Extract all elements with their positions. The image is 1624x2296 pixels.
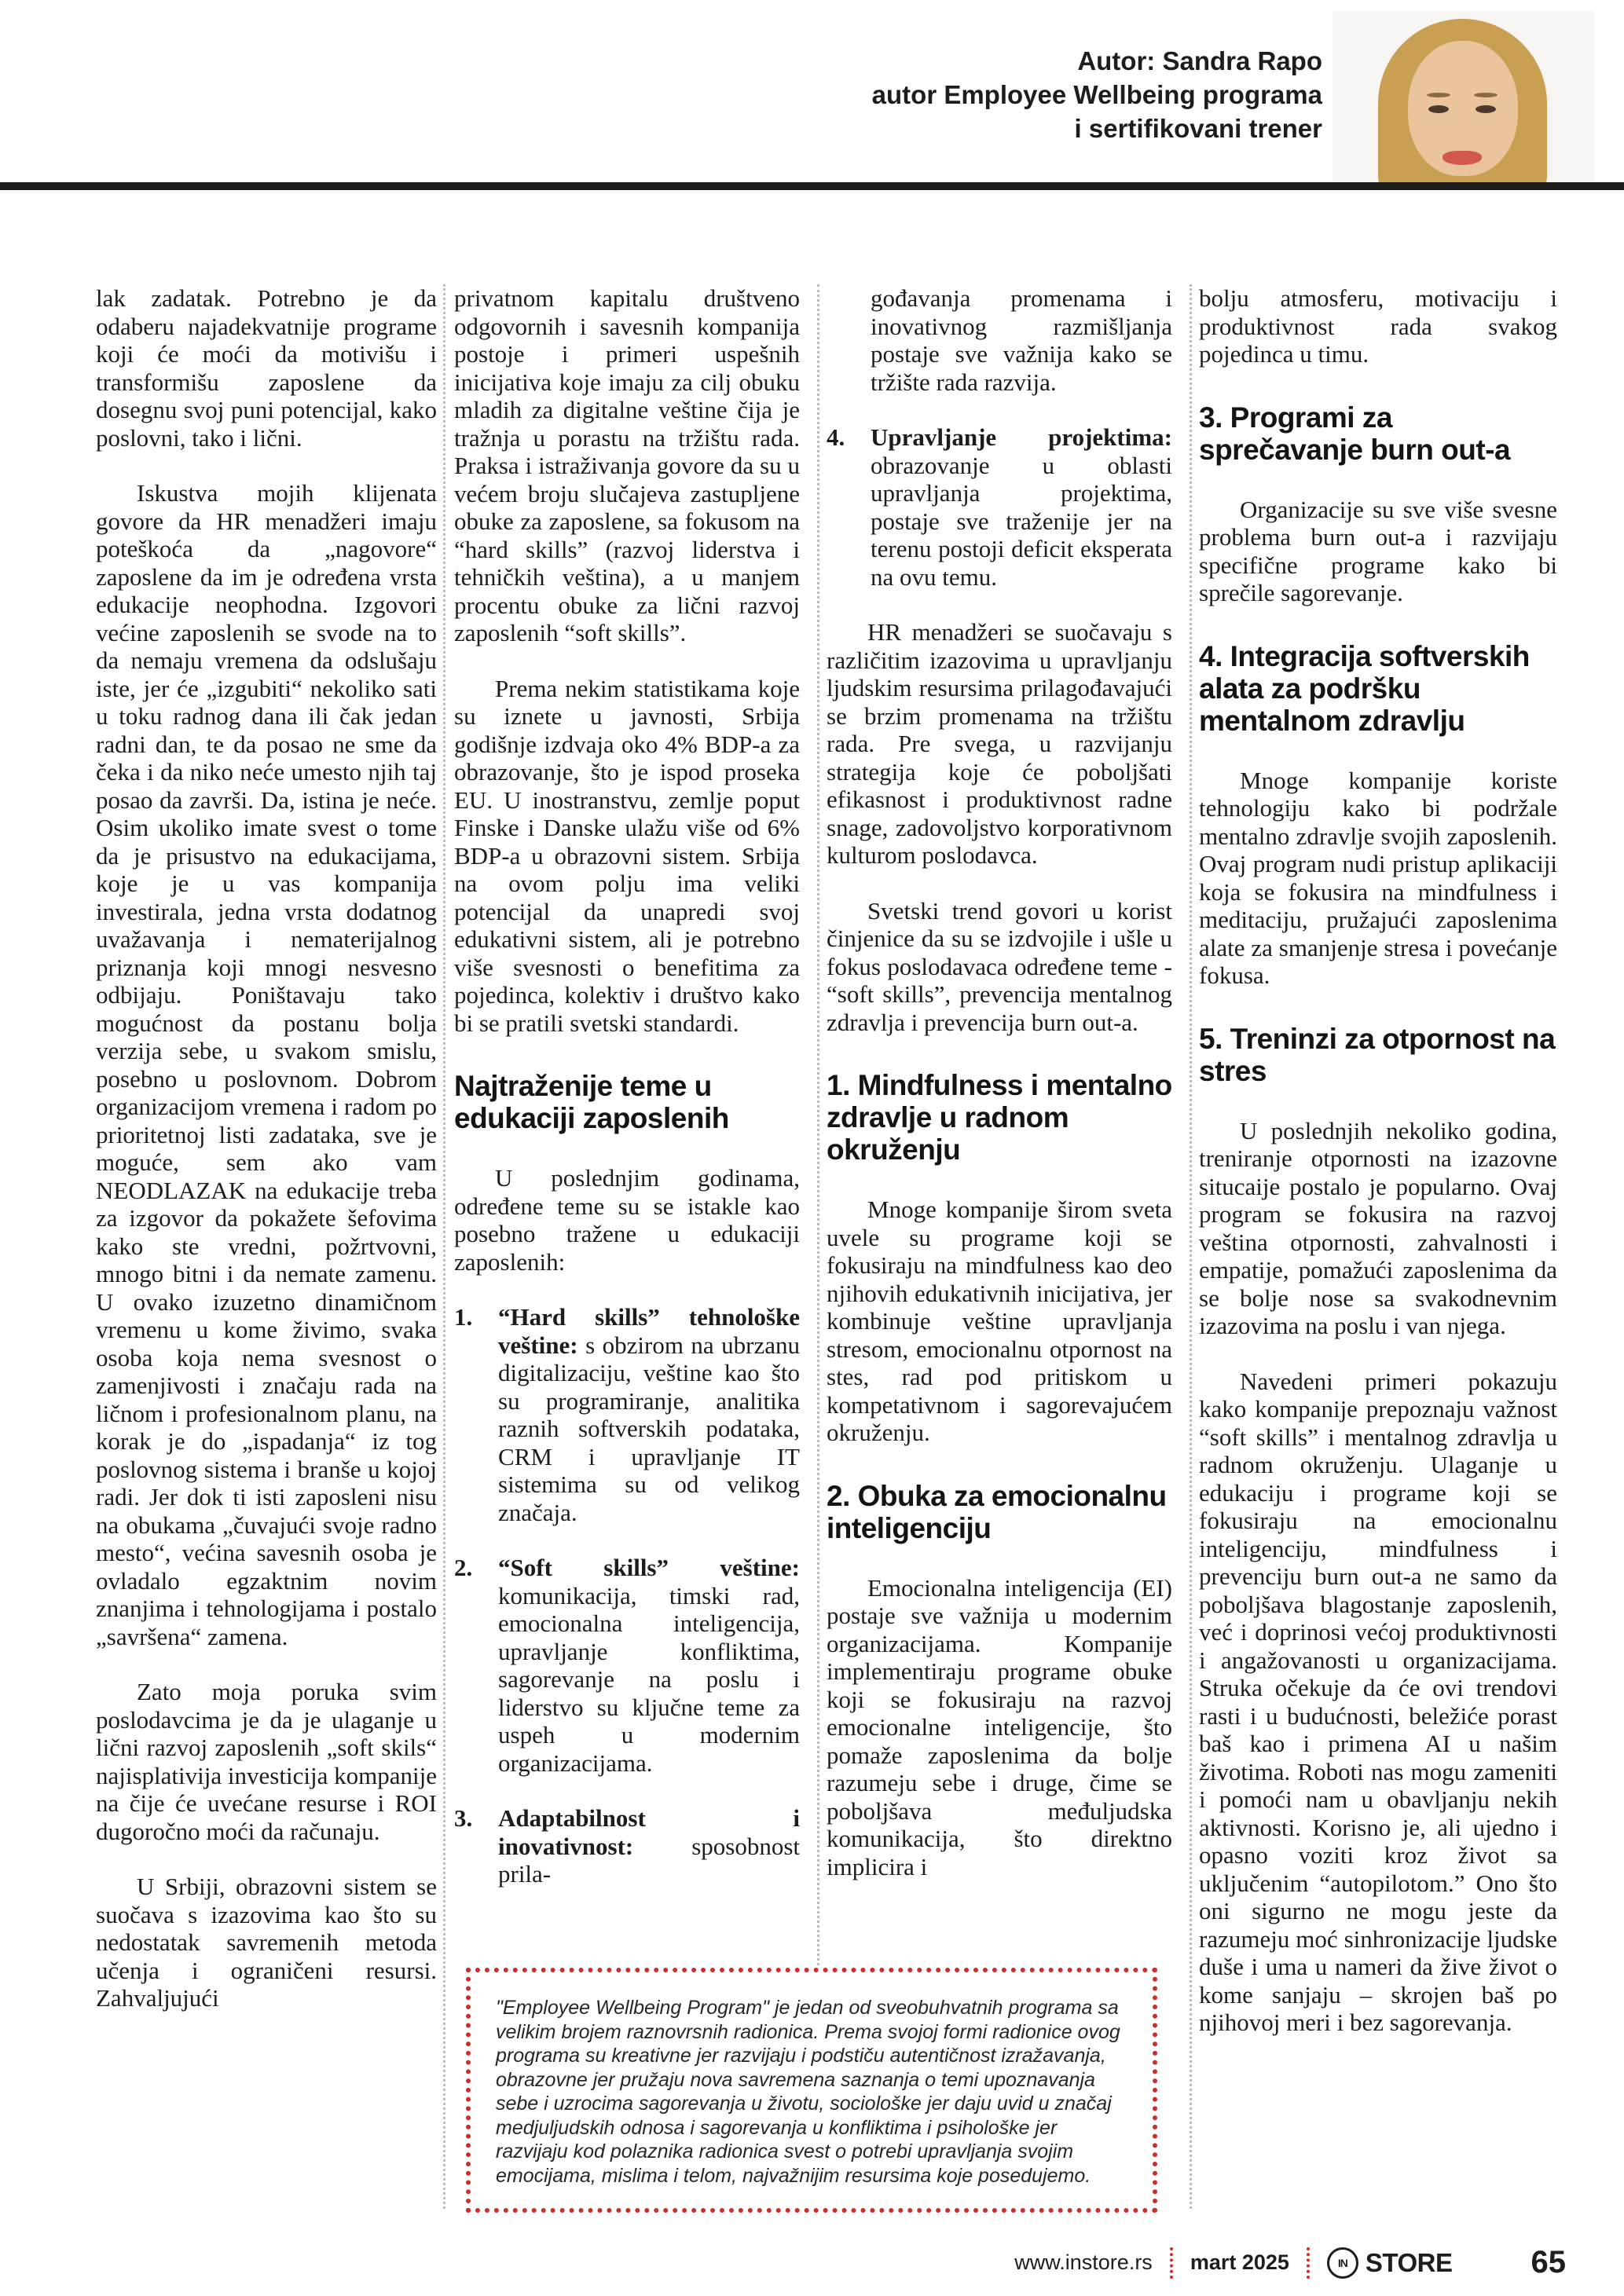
- list-text: Upravljanje projektima: obrazovanje u oblasti upravljanja projektima, postaje sve traženije jer na terenu postoji deficit eksperata na ovu temu.: [871, 423, 1172, 591]
- paragraph: HR menadžeri se suočavaju s različitim izazovima u upravljanju ljudskim resursima prilagođavajući se brzim promenama na tržištu rada. Pre svega, u razvijanju strategija koje će poboljšati efikasnost i produktivnost radne snage, zadovoljstvo korporativnom kulturom poslodavca.: [827, 618, 1172, 869]
- list-item: [454, 1303, 800, 1526]
- column-separator: [817, 284, 819, 1965]
- footer-separator-icon: [1307, 2247, 1310, 2279]
- column-separator: [443, 284, 445, 2209]
- paragraph: bolju atmosferu, motivaciju i produktivnost rada svakog pojedinca u timu.: [1199, 284, 1557, 368]
- paragraph: Prema nekim statistikama koje su iznete u javnosti, Srbija godišnje izdvaja oko 4% BDP-a za obrazovanje, što je ispod proseka EU. U inostranstvu, zemlje poput Finske i Danske ulažu više od 6% BDP-a u obrazovni sistem. Srbija na ovom polju ima veliki potencijal da unapredi svoj edukativni sistem, ali je potrebno više svesnosti o benefitima za pojedinca, kolektiv i društvo kako bi se pratili svetski standardi.: [454, 674, 800, 1037]
- text-column-3: [827, 284, 1172, 1908]
- photo-eye-shape: [1476, 105, 1496, 113]
- paragraph: gođavanja promenama i inovativnog razmišljanja postaje sve važnija kako se tržište rada razvija.: [871, 284, 1172, 396]
- page-number: 65: [1531, 2245, 1566, 2280]
- section-heading: 3. Programi za sprečavanje burn out-a: [1199, 401, 1511, 466]
- section-heading: Najtraženije teme u edukaciji zaposlenih: [454, 1070, 729, 1134]
- author-role-line-2: i sertifikovani trener: [1074, 114, 1322, 143]
- footer-separator-icon: [1170, 2247, 1173, 2279]
- section-heading: 1. Mindfulness i mentalno zdravlje u radnom okruženju: [827, 1069, 1172, 1166]
- section-heading: 5. Treninzi za otpornost na stres: [1199, 1022, 1556, 1087]
- issue-date: mart 2025: [1190, 2250, 1289, 2274]
- instore-logo-word: STORE: [1365, 2247, 1453, 2277]
- text-column-1: [96, 284, 437, 2040]
- list-number: 1.: [454, 1303, 473, 1331]
- paragraph: Emocionalna inteligencija (EI) postaje sve važnija u modernim organizacijama. Kompanije implementiraju programe obuke koji se fokusiraju na razvoj emocionalne inteligencije, što pomaže zaposlenima da bolje razumeju sebe i druge, čime se poboljšava međuljudska komunikacija, što direktno implicira i: [827, 1573, 1172, 1880]
- list-text: “Hard skills” tehnološke veštine: s obzirom na ubrzanu digitalizaciju, veštine kao što su programiranje, analitika raznih softverskih podataka, CRM i upravljanje IT sistemima su od velikog značaja.: [498, 1303, 800, 1526]
- paragraph: U poslednjim godinama, određene teme su se istakle kao posebno tražene u edukaciji zaposlenih:: [454, 1164, 800, 1276]
- paragraph: Mnoge kompanije širom sveta uvele su programe koji se fokusiraju na mindfulness kao deo njihovih edukativnih inicijativa, jer kombinuje veštine upravljanja stresom, emocionalnu otpornost na stes, rad pod pritiskom u kompetativnom i sagorevajućem okruženju.: [827, 1196, 1172, 1446]
- page-footer: [1014, 2245, 1566, 2280]
- paragraph: Zato moja poruka svim poslodavcima je da je ulaganje u lični razvoj zaposlenih „soft skils“ najisplativija investicija kompanije na čije će uvećane resurse i ROI dugoročno moći da računaju.: [96, 1678, 437, 1845]
- list-item: [454, 1554, 800, 1777]
- author-name-line: Autor: Sandra Rapo: [1077, 46, 1322, 75]
- list-text: Adaptabilnost i inovativnost: sposobnost prila-: [498, 1804, 800, 1888]
- author-credit: [872, 44, 1322, 145]
- instore-monogram-icon: IN: [1327, 2247, 1358, 2279]
- list-item: [827, 423, 1172, 591]
- instore-logo: [1327, 2247, 1453, 2279]
- section-heading: 4. Integracija softverskih alata za podršku mentalnom zdravlju: [1199, 639, 1530, 737]
- paragraph: U poslednjih nekoliko godina, treniranje otpornosti na izazovne situcaije postalo je popularno. Ovaj program se fokusira na razvoj veština otpornosti, zahvalnosti i empatije, pomažući zaposlenima da se bolje nose sa svakodnevnim izazovima na poslu i van njega.: [1199, 1116, 1557, 1339]
- paragraph: U Srbiji, obrazovni sistem se suočava s izazovima kao što su nedostatak savremenih metoda učenja i ograničeni resursi. Zahvaljujući: [96, 1873, 437, 2012]
- column-separator: [1190, 284, 1192, 2209]
- header-divider-rule: [0, 182, 1624, 190]
- photo-brow-shape: [1427, 93, 1450, 97]
- photo-brow-shape: [1474, 93, 1498, 97]
- paragraph: Navedeni primeri pokazuju kako kompanije prepoznaju važnost “soft skills” i mentalnog zdravlja u radnom okruženju. Ulaganje u edukaciju i programe koji se fokusiraju na emocionalnu inteligenciju, mindfulness i prevenciju burn out-a ne samo da poboljšava blagostanje zaposlenih, već i doprinosi većoj produktivnosti i angažovanosti u organizacijama. Struka očekuje da će ovi trendovi rasti i u budućnosti, beležiće porast baš kao i primena AI u našim životima. Roboti nas mogu zameniti i pomoći nam u obavljanju nekih aktivnosti. Korisno je, ali ujedno i opasno voziti kroz život sa uključenim “autopilotom.” Ono što oni sigurno ne mogu jeste da razumeju moć sinhronizacije ljudske duše i uma u nameri da žive život o kome sanjaju – skrojen baš po njihovoj meri i bez sagorevanja.: [1199, 1367, 1557, 2036]
- text-column-2: [454, 284, 800, 1916]
- author-role-line: autor Employee Wellbeing programa: [871, 80, 1322, 109]
- author-photo: [1333, 11, 1594, 182]
- website-url: www.instore.rs: [1014, 2250, 1153, 2274]
- list-number: 4.: [827, 423, 845, 451]
- paragraph: privatnom kapitalu društveno odgovornih i savesnih kompanija postoje i primeri uspešnih inicijativa koje imaju za cilj obuku mladih za digitalne veštine čija je tražnja u porastu na tržištu rada. Praksa i istraživanja govore da su u većem broju slučajeva zastupljene obuke za zaposlene, sa fokusom na “hard skills” (razvoj liderstva i tehničkih veština), a u manjem procentu obuke za lični razvoj zaposlenih “soft skills”.: [454, 284, 800, 646]
- paragraph: Iskustva mojih klijenata govore da HR menadžeri imaju poteškoća da „nagovore“ zaposlene da im je određena vrsta edukacije neophodna. Izgovori većine zaposlenih se svode na to da nemaju vremena da odslušaju iste, jer će „izgubiti“ nekoliko sati u toku radnog dana ili čak jedan radni dan, te da posao ne sme da čeka i da niko neće umesto njih taj posao da završi. Da, istina je neće. Osim ukoliko imate svest o tome da je prisustvo na edukacijama, koje je u vas kompanija investirala, jedna vrsta dodatnog uvažavanja i nematerijalnog priznanja koji mnogi nesvesno odbijaju. Poništavaju tako mogućnost da postanu bolja verzija sebe, u svakom smislu, posebno u poslovnom. Dobrom organizacijom vremena i radom po prioritetnoj listi zadataka, sve je moguće, sem ako vam NEODLAZAK na edukacije treba za izgovor da pokažete šefovima kako ste vredni, požrtvovni, mnogo bitni i da nemate zamenu. U ovako izuzetno dinamičnom vremenu u kome živimo, svaka osoba koja nema svesnost o zamenjivosti i značaju rada na ličnom i profesionalnom planu, na korak je do „ispadanja“ iz tog poslovnog sistema i branše u kojoj radi. Jer dok ti isti zaposleni nisu na obukama „čuvajući svoje radno mesto“, većina savesnih osoba je ovladalo egzaktnim novim znanjima i tehnologijama i postalo „savršena“ zamena.: [96, 479, 437, 1650]
- paragraph: lak zadatak. Potrebno je da odaberu najadekvatnije programe koji će moći da motivišu i transformišu zaposlene da dosegnu svoj puni potencijal, kako poslovni, tako i lični.: [96, 284, 437, 452]
- photo-eye-shape: [1428, 105, 1449, 113]
- list-text: “Soft skills” veštine: komunikacija, timski rad, emocionalna inteligencija, upravljanje konfliktima, sagorevanje na poslu i liderstvo su ključne teme za uspeh u modernim organizacijama.: [498, 1554, 800, 1777]
- text-column-4: [1199, 284, 1557, 2064]
- paragraph: Mnoge kompanije koriste tehnologiju kako bi podržale mentalno zdravlje svojih zaposlenih. Ovaj program nudi pristup aplikaciji koja se fokusira na mindfulness i meditaciju, pružajući zaposlenima alate za smanjenje stresa i povećanje fokusa.: [1199, 766, 1557, 989]
- paragraph: Organizacije su sve više svesne problema burn out-a i razvijaju specifične programe kako bi sprečile sagorevanje.: [1199, 495, 1557, 606]
- list-number: 3.: [454, 1804, 473, 1832]
- quote-text: "Employee Wellbeing Program" je jedan od sveobuhvatnih programa sa velikim brojem raznovrsnih radionica. Prema svojoj formi radionice ovog programa su kreativne jer razvijaju i podstiču autentičnost izražavanja, obrazovne jer pružaju nova savremena saznanja o temi upoznavanja sebe i uzrocima sagorevanja u životu, sociološke jer daju uvid u značaj medjuljudskih odnosa i sagorevanja u konfliktima i psihološke jer razvijaju kod polaznika radionica svest o potrebi upravljanja svojim emocijama, mislima i telom, najvažnijim resursima koje posedujemo.: [496, 1997, 1120, 2187]
- quote-box: [466, 1968, 1157, 2213]
- paragraph: Svetski trend govori u korist činjenice da su se izdvojile i ušle u fokus poslodavaca određene teme - “soft skills”, prevencija mentalnog zdravlja i prevencija burn out-a.: [827, 896, 1172, 1036]
- list-item: [454, 1804, 800, 1888]
- list-number: 2.: [454, 1554, 473, 1581]
- section-heading: 2. Obuka za emocionalnu inteligenciju: [827, 1479, 1167, 1544]
- photo-lips-shape: [1443, 151, 1482, 165]
